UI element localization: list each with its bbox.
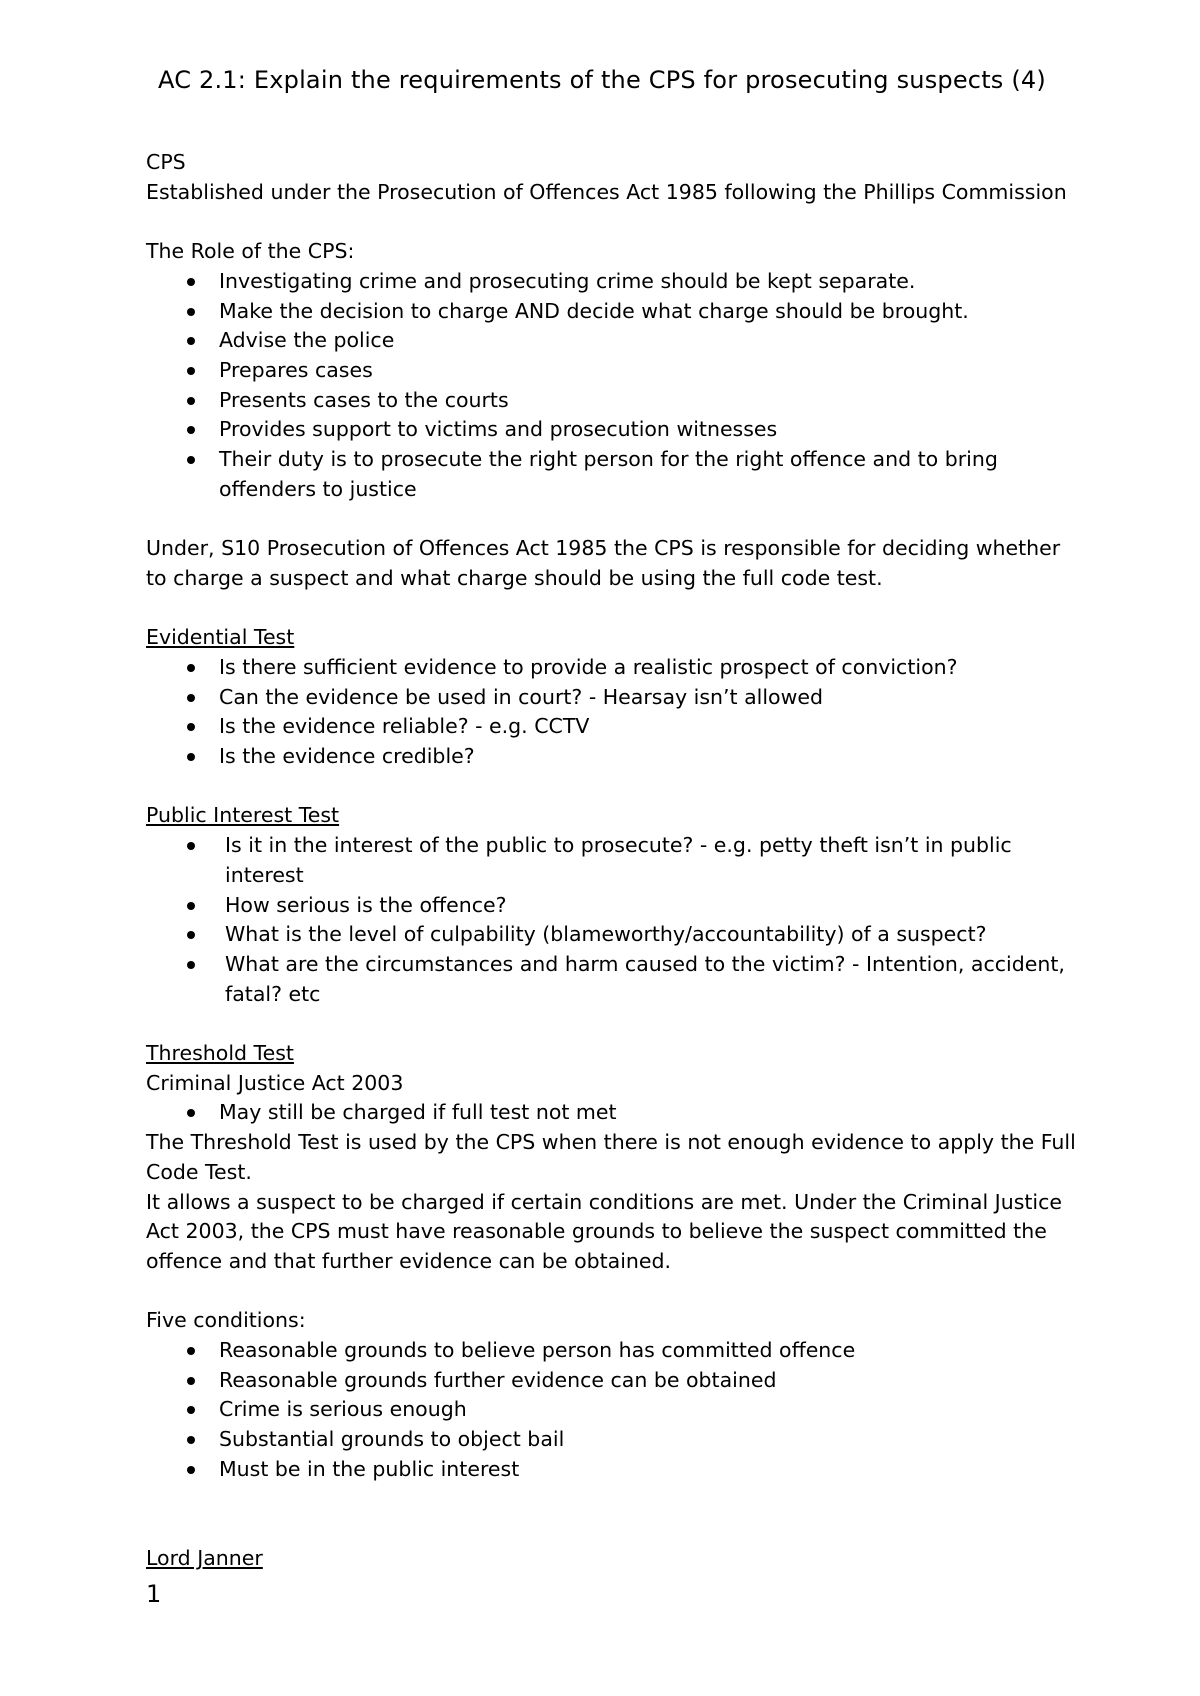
page-number: 1 — [146, 1580, 162, 1608]
list-item: Prepares cases — [146, 356, 1076, 386]
cps-heading: CPS — [146, 150, 186, 174]
list-item: Advise the police — [146, 326, 1076, 356]
evidential-test-list — [146, 653, 1076, 772]
list-item: Is it in the interest of the public to prosecute? - e.g. petty theft isn’t in public interest — [146, 831, 1076, 890]
threshold-test-list — [146, 1098, 1076, 1128]
spacer — [146, 207, 1076, 237]
list-item: Crime is serious enough — [146, 1395, 1076, 1425]
list-item: Substantial grounds to object bail — [146, 1425, 1076, 1455]
list-item: What are the circumstances and harm caused to the victim? - Intention, accident, fatal? etc — [146, 950, 1076, 1009]
list-item: Their duty is to prosecute the right person for the right offence and to bring offenders to justice — [146, 445, 1076, 504]
role-heading: The Role of the CPS: — [146, 239, 355, 264]
spacer — [146, 594, 1076, 624]
list-item: Must be in the public interest — [146, 1455, 1076, 1485]
list-item: May still be charged if full test not met — [146, 1098, 1076, 1128]
list-item: Investigating crime and prosecuting crime should be kept separate. — [146, 267, 1076, 297]
threshold-subheading: Criminal Justice Act 2003 — [146, 1070, 404, 1095]
spacer — [146, 504, 1076, 534]
list-item: Can the evidence be used in court? - Hearsay isn’t allowed — [146, 683, 1076, 713]
document-body — [146, 148, 1076, 1574]
list-item: Is the evidence credible? — [146, 742, 1076, 772]
evidential-test-heading: Evidential Test — [146, 625, 295, 650]
role-list — [146, 267, 1076, 505]
threshold-paragraph-2: It allows a suspect to be charged if certain conditions are met. Under the Criminal Justice Act 2003, the CPS must have reasonable grounds to believe the suspect committed the offence and that further evidence can be obtained. — [146, 1189, 1063, 1273]
spacer — [146, 1277, 1076, 1307]
spacer — [146, 1009, 1076, 1039]
cps-intro-text: Established under the Prosecution of Offences Act 1985 following the Phillips Commission — [146, 179, 1067, 204]
public-interest-test-list — [146, 831, 1076, 1009]
list-item: Is there sufficient evidence to provide a realistic prospect of conviction? — [146, 653, 1076, 683]
threshold-paragraph-1: The Threshold Test is used by the CPS when there is not enough evidence to apply the Full Code Test. — [146, 1130, 1076, 1184]
list-item: Provides support to victims and prosecution witnesses — [146, 415, 1076, 445]
list-item: What is the level of culpability (blameworthy/accountability) of a suspect? — [146, 920, 1076, 950]
public-interest-test-heading: Public Interest Test — [146, 803, 340, 828]
list-item: Reasonable grounds further evidence can be obtained — [146, 1366, 1076, 1396]
five-conditions-heading: Five conditions: — [146, 1308, 306, 1333]
spacer — [146, 772, 1076, 802]
spacer — [146, 1485, 1076, 1544]
list-item: Is the evidence reliable? - e.g. CCTV — [146, 712, 1076, 742]
threshold-test-heading: Threshold Test — [146, 1041, 294, 1066]
list-item: Presents cases to the courts — [146, 386, 1076, 416]
page-title: AC 2.1: Explain the requirements of the CPS for prosecuting suspects (4) — [158, 66, 1046, 94]
five-conditions-list — [146, 1336, 1076, 1485]
list-item: Make the decision to charge AND decide what charge should be brought. — [146, 297, 1076, 327]
s10-paragraph: Under, S10 Prosecution of Offences Act 1985 the CPS is responsible for deciding whether to charge a suspect and what charge should be using the full code test. — [146, 536, 1061, 590]
list-item: How serious is the offence? — [146, 891, 1076, 921]
list-item: Reasonable grounds to believe person has committed offence — [146, 1336, 1076, 1366]
lord-janner-heading: Lord Janner — [146, 1545, 263, 1570]
